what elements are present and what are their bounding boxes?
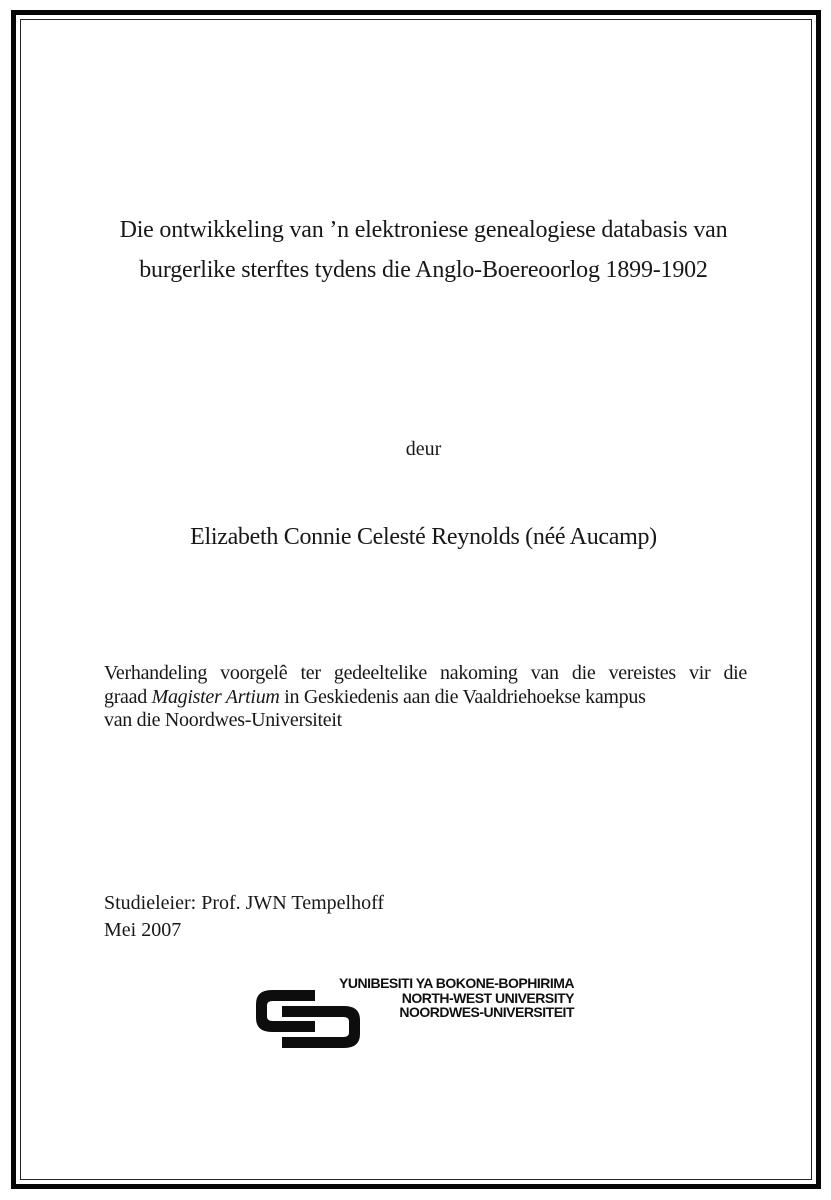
date-line: Mei 2007: [104, 919, 182, 941]
statement-line-2-post: in Geskiedenis aan die Vaaldriehoekse kampus: [279, 685, 646, 708]
author-name: Elizabeth Connie Celesté Reynolds (néé Aucamp): [190, 524, 657, 550]
page-title-line-2: burgerlike sterftes tydens die Anglo-Boereoorlog 1899-1902: [139, 257, 708, 283]
degree-name: Magister Artium: [151, 685, 280, 708]
statement-line-3: van die Noordwes-Universiteit: [104, 709, 342, 731]
logo-text-line-1: YUNIBESITI YA BOKONE-BOPHIRIMA: [339, 975, 574, 991]
university-logo-text: [322, 976, 574, 1020]
logo-text-line-3: NOORDWES-UNIVERSITEIT: [399, 1004, 574, 1020]
logo-text-line-2: NORTH-WEST UNIVERSITY: [401, 989, 574, 1006]
page-title: [16, 210, 831, 290]
page-title-line-1: Die ontwikkeling van ’n elektroniese genealogiese databasis van: [119, 217, 728, 243]
statement-line-1: Verhandeling voorgelê ter gedeeltelike nakoming van die vereistes vir die: [104, 662, 747, 684]
thesis-statement: [104, 662, 747, 733]
statement-line-2: [104, 686, 747, 710]
byline: deur: [405, 438, 442, 460]
supervisor-line: Studieleier: Prof. JWN Tempelhoff: [104, 892, 385, 914]
statement-line-2-pre: graad: [104, 685, 152, 708]
supervisor-block: [104, 890, 384, 944]
